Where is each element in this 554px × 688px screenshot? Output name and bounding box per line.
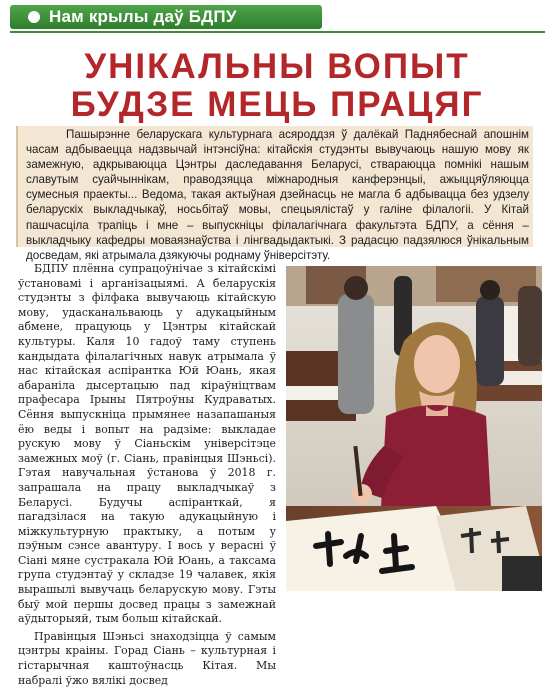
section-label: Нам крылы даў БДПУ: [49, 7, 237, 26]
section-header: [10, 5, 545, 33]
bullet-icon: [28, 11, 40, 23]
body-paragraph-2: Правінцыя Шэньсі знаходзіцца ў самым цэнтры краіны. Горад Сіань – культурная і гістарычная каштоўнасць Кітая. Мы набралі ўжо вялікі досвед: [18, 629, 276, 687]
article-photo: [286, 266, 542, 591]
section-tab: [10, 5, 322, 29]
body-paragraph-1: БДПУ плённа супрацоўнічае з кітайскімі ўстановамі і арганізацыямі. А беларускія студэнты з філфака вывучаюць кітайскую мову, удасканальваюць у адукацыйным абмене, працуюць у Цэнтры кітайскай культуры. Каля 10 гадоў таму ступень кандыдата філалагічных навук атрымала ў нас кітайская аспірантка Юй Юань, якая абараніла дысертацыю пад кіраўніцтвам прафесара Ірыны Пятроўны Кудраватых. Сёння выпускніца прымянее назапашаныя ёю веды і вопыт на радзіме: выкладае рускую мову ў Сіаньскім універсітэце замежных моў (г. Сіань, правінцыя Шэньсі). Гэтая навучальная ўстанова ў 2018 г. запрашала на працу выкладчыкаў з Беларусі. Будучы аспіранткай, я пагадзілася на такую адукацыйную і міжкультурную практыку, а потым у пэўным сэнсе авантуру. І вось у верасні ў Сіані мяне сустракала Юй Юань, а таксама група студэнтаў у складзе 19 чалавек, якія вырашылі вывучаць беларускую мову. Гэты быў мой першы досвед працы з замежнай аўдыторыяй, тым больш кітайскай.: [18, 262, 276, 626]
headline-line-2: БУДЗЕ МЕЦЬ ПРАЦЯГ: [70, 85, 484, 124]
lead-paragraph: Пашырэнне беларускага культурнага асяроддзя ў далёкай Паднябеснай апошнім часам адбываецца надзвычай інтэнсіўна: кітайскія студэнты вывучаюць нашую мову як замежную, адкрываюцца Цэнтры даследавання Беларусі, ствараюцца помнікі нашым славутым суайчыннікам, праводзяцца міжнародныя канферэнцыі, ажыццяўляюцца сумесныя праекты... Ведома, такая актыўная дзейнасць не магла б адбывацца без удзелу беларускіх выкладчыкаў, носьбітаў мовы, спецыялістаў у галіне філалогіі. У Кітай пашчасціла трапіць і мне – выпускніцы філалагічнага факультэта БДПУ, а сёння – выкладчыку кафедры моваязнаўства і лінгвадыдактыкі. З радасцю падзялюся ўнікальным досведам, які атрымала дзякуючы роднаму ўніверсітэту.: [16, 126, 533, 247]
calligraphy-class-photo: [286, 266, 542, 591]
article-body: [18, 262, 276, 687]
headline-line-1: УНІКАЛЬНЫ ВОПЫТ: [84, 47, 470, 86]
